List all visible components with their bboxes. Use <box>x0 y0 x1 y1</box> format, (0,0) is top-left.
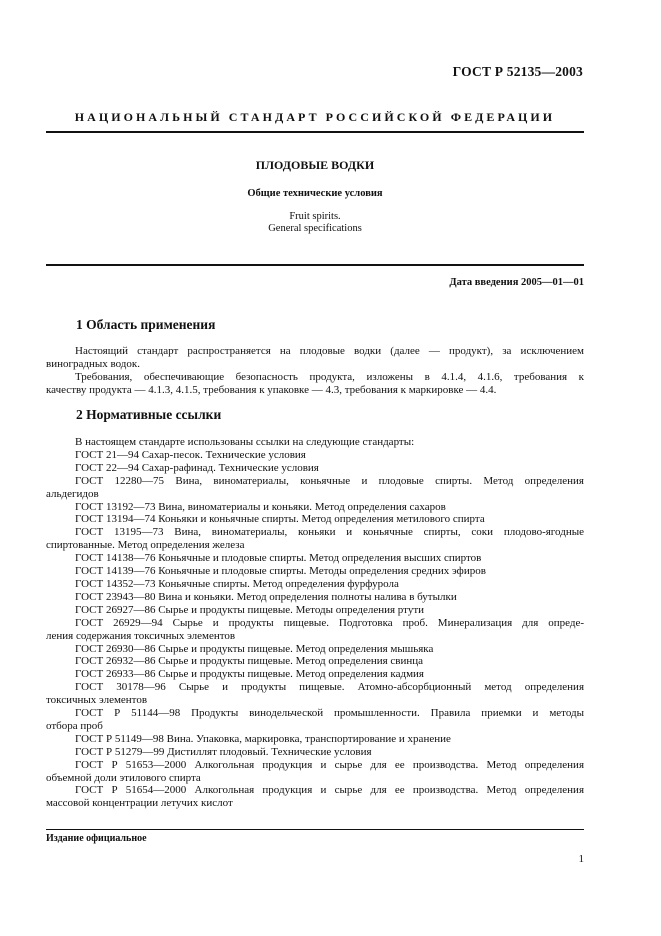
reference-item: ГОСТ 30178—96 Сырье и продукты пищевые. Атомно-абсорбционный метод определения <box>75 681 584 694</box>
document-title: ПЛОДОВЫЕ ВОДКИ <box>255 158 375 172</box>
reference-item-continuation: спиртованные. Метод определения железа <box>46 539 245 552</box>
page-number: 1 <box>578 853 584 865</box>
reference-item: ГОСТ 12280—75 Вина, виноматериалы, коньячные и плодовые спирты. Метод определения <box>75 474 584 487</box>
reference-item: ГОСТ Р 51144—98 Продукты винодельческой промышленности. Правила приемки и методы <box>75 707 584 720</box>
reference-item: ГОСТ 14352—73 Коньячные спирты. Метод определения фурфурола <box>75 577 399 590</box>
text-line: Настоящий стандарт распространяется на плодовые водки (далее — продукт), за исключением <box>75 345 584 357</box>
text-line: виноградных водок. <box>46 357 140 370</box>
reference-item-continuation: альдегидов <box>46 487 99 500</box>
reference-item: ГОСТ 13192—73 Вина, виноматериалы и коньяки. Метод определения сахаров <box>75 500 446 513</box>
reference-item: ГОСТ Р 51653—2000 Алкогольная продукция и сырье для ее производства. Метод определения <box>75 758 584 771</box>
normative-references-list <box>46 436 584 810</box>
reference-item-continuation: отбора проб <box>46 719 103 732</box>
reference-item: ГОСТ 13194—74 Коньяки и коньячные спирты. Метод определения метилового спирта <box>75 513 485 526</box>
text-line: В настоящем стандарте использованы ссылки на следующие стандарты: <box>75 436 415 448</box>
section-2-heading: 2 Нормативные ссылки <box>76 407 222 422</box>
text-line: Требования, обеспечивающие безопасность продукта, изложены в 4.1.4, 4.1.6, требования к <box>75 370 584 383</box>
reference-item: ГОСТ 26930—86 Сырье и продукты пищевые. Метод определения мышьяка <box>75 642 434 655</box>
reference-item: ГОСТ 22—94 Сахар-рафинад. Технические условия <box>75 461 319 474</box>
reference-item: ГОСТ 26929—94 Сырье и продукты пищевые. Подготовка проб. Минерализация для опреде- <box>75 616 584 629</box>
reference-item: ГОСТ 23943—80 Вина и коньяки. Метод определения полноты налива в бутылки <box>75 590 457 603</box>
reference-item: ГОСТ 26927—86 Сырье и продукты пищевые. Методы определения ртути <box>75 603 425 616</box>
reference-item: ГОСТ 26932—86 Сырье и продукты пищевые. Метод определения свинца <box>75 655 424 668</box>
reference-item: ГОСТ Р 51654—2000 Алкогольная продукция и сырье для ее производства. Метод определения <box>75 784 584 797</box>
reference-item-continuation: массовой концентрации летучих кислот <box>46 797 233 810</box>
section-1-body <box>46 345 584 397</box>
reference-item: ГОСТ Р 51279—99 Дистиллят плодовый. Технические условия <box>75 745 372 758</box>
reference-item-continuation: токсичных элементов <box>46 694 148 707</box>
national-standard-banner: НАЦИОНАЛЬНЫЙ СТАНДАРТ РОССИЙСКОЙ ФЕДЕРАЦИИ <box>74 110 556 124</box>
document-number: ГОСТ Р 52135—2003 <box>452 64 583 79</box>
document-subtitle: Общие технические условия <box>247 188 383 199</box>
reference-item: ГОСТ 21—94 Сахар-песок. Технические условия <box>75 448 306 461</box>
reference-item: ГОСТ 13195—73 Вина, виноматериалы, коньяки и коньячные спирты, соки плодово-ягодные <box>75 526 584 539</box>
reference-item: ГОСТ Р 51149—98 Вина. Упаковка, маркировка, транспортирование и хранение <box>75 732 451 745</box>
reference-item: ГОСТ 14139—76 Коньячные и плодовые спирты. Методы определения средних эфиров <box>75 565 486 578</box>
text-line: качеству продукта — 4.1.3, 4.1.5, требования к упаковке — 4.3, требования к маркировке — 4.4. <box>46 383 497 396</box>
header-divider <box>46 131 584 133</box>
reference-item-continuation: ления содержания токсичных элементов <box>46 629 236 642</box>
footer-divider <box>46 829 584 830</box>
section-1-heading: 1 Область применения <box>76 317 216 332</box>
reference-item: ГОСТ 26933—86 Сырье и продукты пищевые. Метод определения кадмия <box>75 668 424 681</box>
reference-item-continuation: объемной доли этилового спирта <box>46 771 201 784</box>
edition-label: Издание официальное <box>46 833 147 844</box>
title-divider <box>46 264 584 266</box>
english-title-line-1: Fruit spirits. <box>289 211 341 222</box>
english-title-line-2: General specifications <box>268 223 362 234</box>
reference-item: ГОСТ 14138—76 Коньячные и плодовые спирты. Метод определения высших спиртов <box>75 552 482 565</box>
introduction-date: Дата введения 2005—01—01 <box>449 277 584 288</box>
